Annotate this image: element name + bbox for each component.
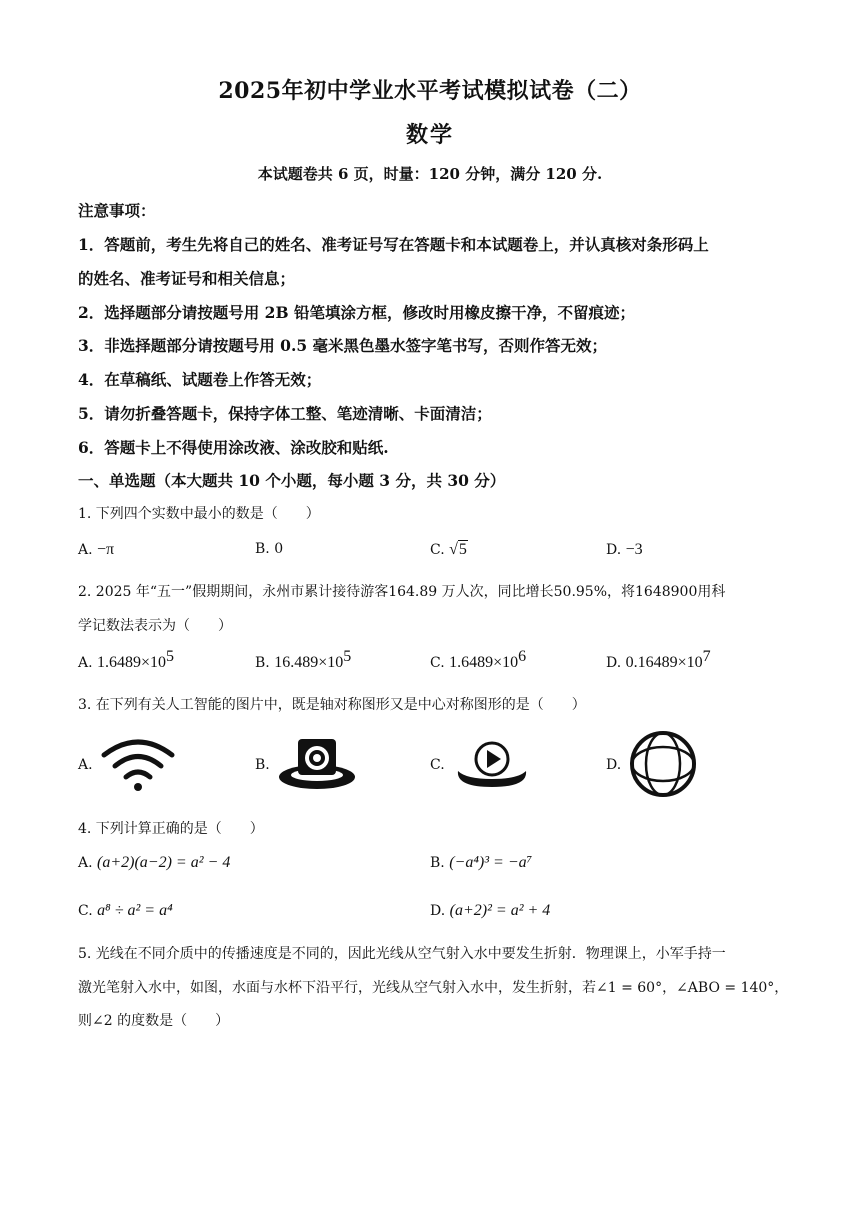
q5-stem-line3: 则∠2 的度数是（ ） [78,1013,230,1029]
notice-item-2: 2．选择题部分请按题号用 2B 铅笔填涂方框，修改时用橡皮擦干净，不留痕迹； [78,303,635,322]
q3-option-d-label: D. [606,757,622,773]
q5-stem-line2: 激光笔射入水中，如图，水面与水杯下沿平行，光线从空气射入水中，发生折射，若∠1 = 60°，∠ABO = 140°， [78,980,789,996]
q4-option-a: A. (a+2)(a−2) = a² − 4 [78,854,231,871]
notice-item-4: 4．在草稿纸、试题卷上作答无效； [78,370,322,389]
notice-item-3: 3．非选择题部分请按题号用 0.5 毫米黑色墨水签字笔书写，否则作答无效； [78,336,608,355]
notice-item-1-cont: 的姓名、准考证号和相关信息； [78,269,296,288]
q4-option-c: C. a⁸ ÷ a² = a⁴ [78,902,173,919]
q3-option-c-label: C. [430,757,445,773]
q2-option-b: B. $16.489\times 10^5$ [255,648,352,671]
notice-heading: 注意事项： [78,201,156,220]
exam-title: 2025年初中学业水平考试模拟试卷（二） [218,78,642,104]
notice-item-6: 6．答题卡上不得使用涂改液、涂改胶和贴纸. [78,438,389,457]
q4-stem: 4. 下列计算正确的是（ ） [78,821,264,837]
q4-option-b: B. (−a⁴)³ = −a⁷ [430,854,533,871]
q3-stem: 3. 在下列有关人工智能的图片中，既是轴对称图形又是中心对称图形的是（ ） [78,697,586,713]
q1-option-d: D. −3 [606,541,643,558]
q5-stem-line1: 5. 光线在不同介质中的传播速度是不同的，因此光线从空气射入水中要发生折射．物理课上，小军手持一 [78,946,726,962]
globe-icon [628,729,698,799]
notice-item-5: 5．请勿折叠答题卡，保持字体工整、笔迹清晰、卡面清洁； [78,404,492,423]
q1-option-d-value: −3 [625,541,643,558]
subject-title: 数学 [405,122,454,148]
sqrt-symbol: √ [449,541,458,558]
section-heading: 一、单选题（本大题共 10 个小题，每小题 3 分，共 30 分） [78,471,506,490]
q2-option-d: D. $0.16489\times 10^7$ [606,648,711,671]
wifi-icon [100,737,176,791]
q2-stem-line2: 学记数法表示为（ ） [78,618,232,634]
q1-option-a-value: −π [97,541,115,558]
q2-option-c: C. $1.6489\times 10^6$ [430,648,527,671]
exam-info: 本试题卷共 6 页，时量：120 分钟，满分 120 分. [257,165,603,183]
q4-option-d-expr: (a+2)² = a² + 4 [449,902,551,919]
q1-option-c-value: 5 [458,541,467,558]
q2-option-a: A. $1.6489\times 10^5$ [78,648,175,671]
q1-option-b: B. 0 [255,541,284,557]
q1-option-c: C. √5 [430,541,467,558]
q4-option-d: D. (a+2)² = a² + 4 [430,902,551,919]
play-icon [452,737,532,791]
q3-option-a-label: A. [78,757,93,773]
notice-item-1: 1．答题前，考生先将自己的姓名、准考证号写在答题卡和本试题卷上，并认真核对条形码上 [78,235,709,254]
q4-option-a-expr: (a+2)(a−2) = a² − 4 [97,854,231,871]
q1-option-a: A. −π [78,541,115,558]
q1-stem: 1. 下列四个实数中最小的数是（ ） [78,506,320,522]
camera-icon [276,733,358,793]
q3-option-b-label: B. [255,757,270,773]
q4-option-b-expr: (−a⁴)³ = −a⁷ [449,854,533,871]
q2-stem-line1: 2. 2025 年“五一”假期期间，永州市累计接待游客164.89 万人次，同比增长50.95%，将1648900用科 [78,584,726,600]
q4-option-c-expr: a⁸ ÷ a² = a⁴ [97,902,173,919]
